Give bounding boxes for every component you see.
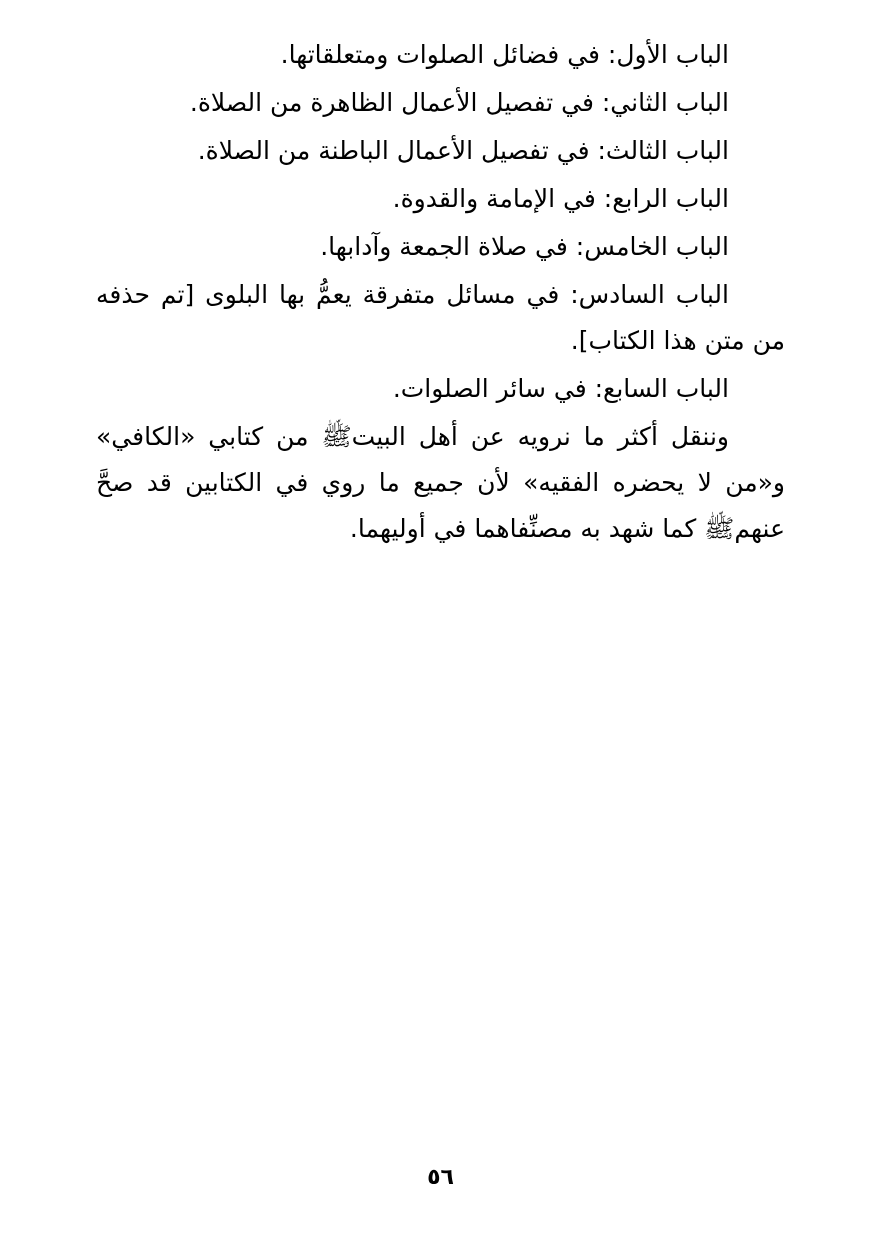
chapter-2-line: الباب الثاني: في تفصيل الأعمال الظاهرة من الصلاة. [189,88,729,117]
page-body [96,32,785,554]
chapter-3-line: الباب الثالث: في تفصيل الأعمال الباطنة من الصلاة. [197,136,729,165]
chapter-7-line: الباب السابع: في سائر الصلوات. [392,374,729,403]
chapter-1-line: الباب الأول: في فضائل الصلوات ومتعلقاتها. [280,40,729,69]
chapter-5-line: الباب الخامس: في صلاة الجمعة وآدابها. [320,232,729,261]
sources-paragraph: وننقل أكثر ما نرويه عن أهل البيتﷺ من كتابي «الكافي» و«من لا يحضره الفقيه» لأن جميع ما روي في الكتابين قد صحَّ عنهمﷺ كما شهد به مصنِّفاهما في أوليهما. [96,422,785,543]
page-number: ٥٦ [427,1165,454,1190]
chapter-6-line: الباب السادس: في مسائل متفرقة يعمُّ بها البلوى [تم حذفه من متن هذا الكتاب]. [96,280,785,355]
chapter-4-line: الباب الرابع: في الإمامة والقدوة. [392,184,729,213]
